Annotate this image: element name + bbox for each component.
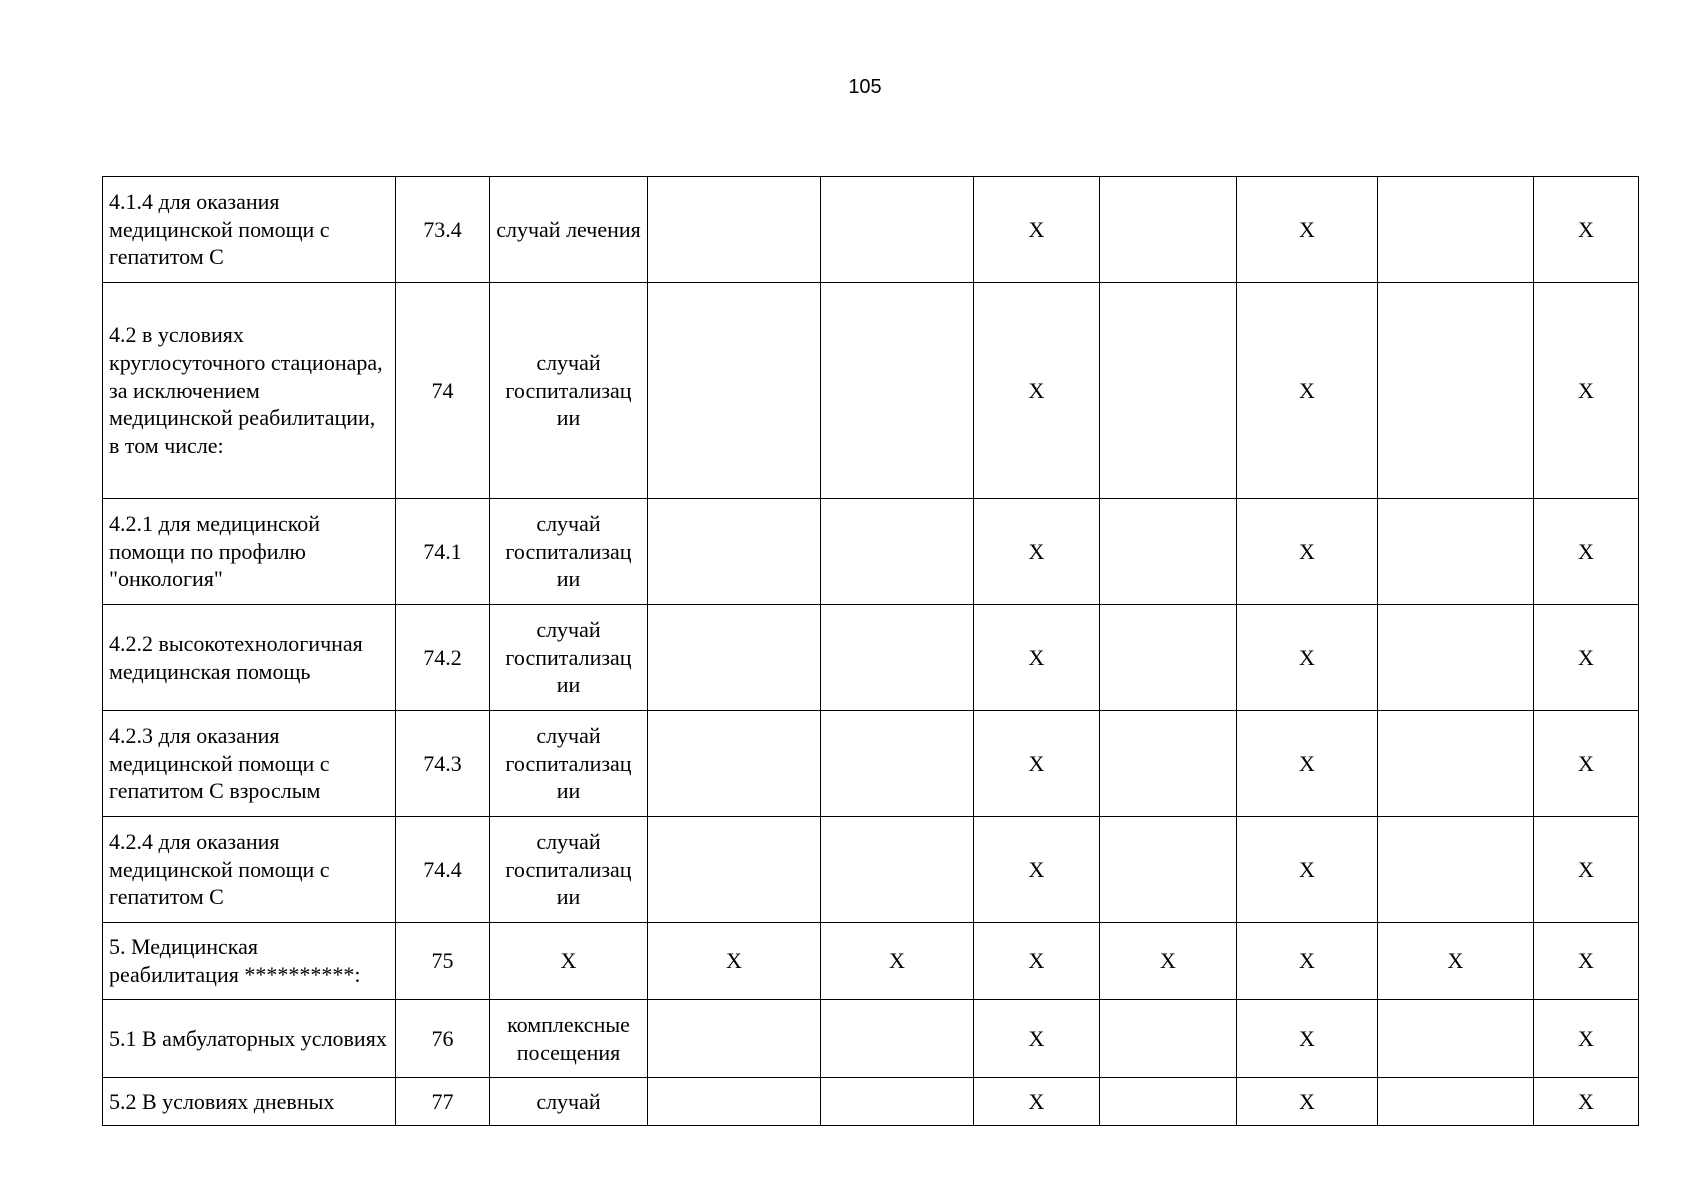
value-cell: [1378, 177, 1534, 283]
data-table: [102, 176, 1639, 1126]
value-cell: X: [1534, 499, 1639, 605]
value-cell: X: [1534, 177, 1639, 283]
table-row: [103, 605, 1639, 711]
table-row: [103, 711, 1639, 817]
table-row: [103, 283, 1639, 499]
row-name-cell: 4.2.4 для оказания медицинской помощи с гепатитом С: [103, 817, 396, 923]
row-unit-cell: случай госпитализац ии: [490, 499, 648, 605]
row-unit-cell: случай госпитализац ии: [490, 605, 648, 711]
value-cell: X: [974, 923, 1100, 1000]
value-cell: X: [1534, 1078, 1639, 1126]
value-cell: X: [1237, 499, 1378, 605]
value-cell: [648, 1078, 821, 1126]
value-cell: X: [1534, 1000, 1639, 1078]
row-unit-cell: случай госпитализац ии: [490, 817, 648, 923]
row-unit-cell: X: [490, 923, 648, 1000]
value-cell: X: [974, 817, 1100, 923]
page-number: 105: [848, 76, 882, 98]
value-cell: X: [974, 1078, 1100, 1126]
row-code-cell: 73.4: [396, 177, 490, 283]
value-cell: [648, 177, 821, 283]
value-cell: X: [974, 177, 1100, 283]
value-cell: X: [974, 605, 1100, 711]
row-code-cell: 74.4: [396, 817, 490, 923]
value-cell: X: [1237, 711, 1378, 817]
row-unit-cell: случай госпитализац ии: [490, 283, 648, 499]
value-cell: [1378, 283, 1534, 499]
value-cell: [1100, 283, 1237, 499]
value-cell: X: [1237, 923, 1378, 1000]
value-cell: X: [1237, 817, 1378, 923]
table-row: [103, 1000, 1639, 1078]
value-cell: X: [974, 283, 1100, 499]
value-cell: X: [1534, 817, 1639, 923]
value-cell: [1100, 499, 1237, 605]
row-name-cell: 4.2.2 высокотехнологичная медицинская помощь: [103, 605, 396, 711]
value-cell: X: [974, 1000, 1100, 1078]
table-row: [103, 177, 1639, 283]
table-row: [103, 817, 1639, 923]
row-name-cell: 5.2 В условиях дневных: [103, 1078, 396, 1126]
value-cell: [1100, 605, 1237, 711]
value-cell: [1378, 1078, 1534, 1126]
value-cell: [648, 817, 821, 923]
row-name-cell: 4.2.3 для оказания медицинской помощи с гепатитом С взрослым: [103, 711, 396, 817]
row-code-cell: 77: [396, 1078, 490, 1126]
value-cell: X: [1237, 283, 1378, 499]
value-cell: [648, 499, 821, 605]
row-unit-cell: случай: [490, 1078, 648, 1126]
value-cell: [1378, 605, 1534, 711]
value-cell: X: [1534, 711, 1639, 817]
value-cell: X: [1534, 923, 1639, 1000]
value-cell: [648, 605, 821, 711]
value-cell: X: [648, 923, 821, 1000]
value-cell: [1378, 817, 1534, 923]
value-cell: [1100, 711, 1237, 817]
value-cell: [1100, 1000, 1237, 1078]
value-cell: [648, 711, 821, 817]
value-cell: X: [1237, 605, 1378, 711]
value-cell: [648, 1000, 821, 1078]
row-unit-cell: комплексные посещения: [490, 1000, 648, 1078]
row-code-cell: 75: [396, 923, 490, 1000]
row-name-cell: 5. Медицинская реабилитация **********:: [103, 923, 396, 1000]
value-cell: [821, 605, 974, 711]
value-cell: X: [1378, 923, 1534, 1000]
table-body: [103, 177, 1639, 1126]
value-cell: [1378, 1000, 1534, 1078]
value-cell: X: [1237, 177, 1378, 283]
value-cell: [648, 283, 821, 499]
value-cell: X: [1534, 605, 1639, 711]
value-cell: [1378, 711, 1534, 817]
value-cell: [821, 177, 974, 283]
value-cell: X: [1237, 1078, 1378, 1126]
value-cell: X: [821, 923, 974, 1000]
value-cell: X: [1100, 923, 1237, 1000]
row-code-cell: 74.2: [396, 605, 490, 711]
value-cell: [821, 817, 974, 923]
value-cell: [1100, 177, 1237, 283]
value-cell: [1100, 1078, 1237, 1126]
row-name-cell: 5.1 В амбулаторных условиях: [103, 1000, 396, 1078]
row-code-cell: 74: [396, 283, 490, 499]
value-cell: X: [974, 499, 1100, 605]
value-cell: [821, 1078, 974, 1126]
value-cell: X: [974, 711, 1100, 817]
table-row: [103, 499, 1639, 605]
row-unit-cell: случай лечения: [490, 177, 648, 283]
row-name-cell: 4.2.1 для медицинской помощи по профилю "онкология": [103, 499, 396, 605]
row-unit-cell: случай госпитализац ии: [490, 711, 648, 817]
table-row: [103, 1078, 1639, 1126]
value-cell: [821, 283, 974, 499]
row-name-cell: 4.2 в условиях круглосуточного стационара, за исключением медицинской реабилитации, в том числе:: [103, 283, 396, 499]
value-cell: [821, 499, 974, 605]
value-cell: [821, 1000, 974, 1078]
row-code-cell: 74.3: [396, 711, 490, 817]
row-code-cell: 76: [396, 1000, 490, 1078]
value-cell: [821, 711, 974, 817]
value-cell: [1100, 817, 1237, 923]
value-cell: X: [1534, 283, 1639, 499]
row-name-cell: 4.1.4 для оказания медицинской помощи с гепатитом С: [103, 177, 396, 283]
value-cell: [1378, 499, 1534, 605]
value-cell: X: [1237, 1000, 1378, 1078]
table-row: [103, 923, 1639, 1000]
row-code-cell: 74.1: [396, 499, 490, 605]
